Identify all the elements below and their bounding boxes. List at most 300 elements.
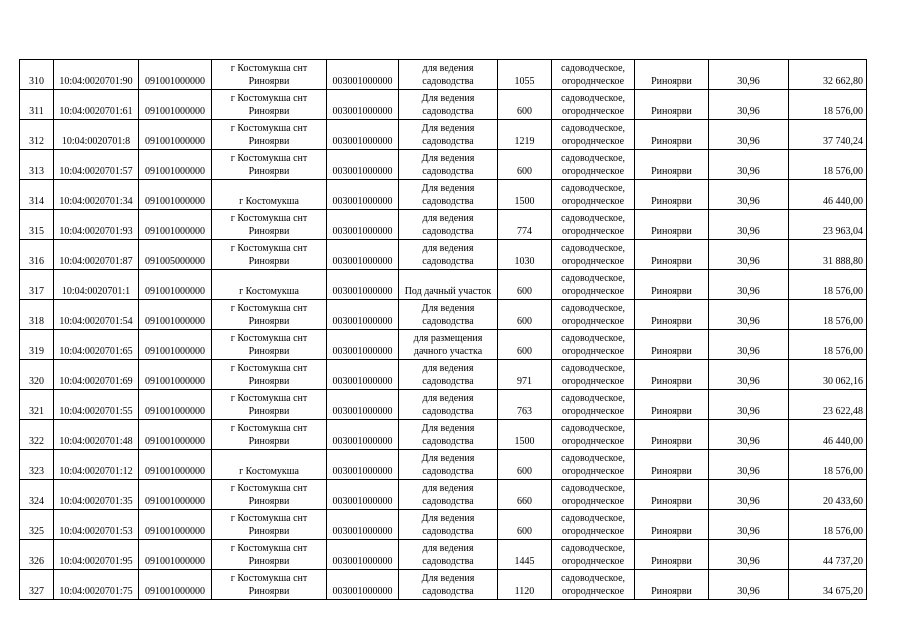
- permitted-use-cell-line: для ведения: [422, 242, 474, 254]
- rate-cell-line: 30,96: [737, 406, 760, 417]
- row-number-cell: [20, 540, 54, 570]
- row-number-cell-line: 310: [29, 76, 44, 87]
- address-cell-line: Риноярви: [248, 315, 290, 327]
- category-cell: [552, 90, 635, 120]
- okato-code-cell: [139, 240, 212, 270]
- oktmo-code-cell-line: 003001000000: [332, 136, 393, 147]
- cadastral-number-cell: [54, 330, 139, 360]
- category-cell: [552, 180, 635, 210]
- oktmo-code-cell-line: 003001000000: [332, 466, 393, 477]
- permitted-use-cell-line: садоводства: [422, 495, 474, 507]
- rate-cell-line: 30,96: [737, 136, 760, 147]
- address-cell: [212, 360, 327, 390]
- snt-name-cell: [635, 390, 709, 420]
- row-number-cell-line: 322: [29, 436, 44, 447]
- address-cell: [212, 240, 327, 270]
- area-cell-line: 600: [517, 466, 532, 477]
- cadastral-number-cell: [54, 510, 139, 540]
- cadastral-value-cell: [789, 540, 867, 570]
- table-row: [20, 210, 867, 240]
- cadastral-value-cell: [789, 330, 867, 360]
- category-cell: [552, 480, 635, 510]
- permitted-use-cell-line: Для ведения: [421, 182, 475, 194]
- cadastral-value-cell-line: 30 062,16: [823, 376, 863, 387]
- okato-code-cell: [139, 120, 212, 150]
- okato-code-cell: [139, 570, 212, 600]
- snt-name-cell-line: Риноярви: [651, 136, 692, 147]
- area-cell: [498, 510, 552, 540]
- address-cell: [212, 300, 327, 330]
- address-cell-line: г Костомукша снт: [230, 122, 308, 134]
- rate-cell: [709, 540, 789, 570]
- table-row: [20, 120, 867, 150]
- okato-code-cell-line: 091001000000: [145, 196, 205, 207]
- cadastral-value-cell-line: 44 737,20: [823, 556, 863, 567]
- address-cell-line: Риноярви: [248, 75, 290, 87]
- permitted-use-cell: [399, 510, 498, 540]
- table-row: [20, 180, 867, 210]
- land-plots-table: [19, 59, 867, 600]
- snt-name-cell: [635, 450, 709, 480]
- snt-name-cell-line: Риноярви: [651, 466, 692, 477]
- rate-cell: [709, 420, 789, 450]
- okato-code-cell: [139, 390, 212, 420]
- permitted-use-cell-line: садоводства: [422, 255, 474, 267]
- category-cell-line: огороднческое: [561, 435, 625, 447]
- permitted-use-cell-line: Для ведения: [421, 572, 475, 584]
- area-cell-line: 1500: [514, 196, 535, 207]
- category-cell-line: садоводческое,: [560, 542, 626, 554]
- okato-code-cell-line: 091005000000: [145, 256, 205, 267]
- rate-cell: [709, 90, 789, 120]
- rate-cell: [709, 510, 789, 540]
- okato-code-cell-line: 091001000000: [145, 376, 205, 387]
- permitted-use-cell: [399, 120, 498, 150]
- oktmo-code-cell: [327, 240, 399, 270]
- cadastral-number-cell: [54, 570, 139, 600]
- address-cell: [212, 450, 327, 480]
- area-cell-line: 600: [517, 166, 532, 177]
- oktmo-code-cell: [327, 90, 399, 120]
- cadastral-number-cell-line: 10:04:0020701:57: [59, 166, 133, 177]
- address-cell: [212, 90, 327, 120]
- permitted-use-cell: [399, 330, 498, 360]
- category-cell: [552, 420, 635, 450]
- address-cell-line: г Костомукша снт: [230, 422, 308, 434]
- address-cell-line: Риноярви: [248, 555, 290, 567]
- permitted-use-cell: [399, 570, 498, 600]
- oktmo-code-cell: [327, 510, 399, 540]
- cadastral-value-cell-line: 23 622,48: [823, 406, 863, 417]
- snt-name-cell: [635, 510, 709, 540]
- cadastral-number-cell: [54, 390, 139, 420]
- address-cell: [212, 120, 327, 150]
- area-cell: [498, 390, 552, 420]
- category-cell: [552, 330, 635, 360]
- oktmo-code-cell-line: 003001000000: [332, 556, 393, 567]
- row-number-cell-line: 313: [29, 166, 44, 177]
- rate-cell: [709, 390, 789, 420]
- snt-name-cell: [635, 330, 709, 360]
- cadastral-number-cell: [54, 60, 139, 90]
- row-number-cell-line: 320: [29, 376, 44, 387]
- cadastral-value-cell: [789, 240, 867, 270]
- category-cell-line: огороднческое: [561, 585, 625, 597]
- category-cell-line: садоводческое,: [560, 512, 626, 524]
- rate-cell-line: 30,96: [737, 376, 760, 387]
- category-cell: [552, 300, 635, 330]
- snt-name-cell: [635, 570, 709, 600]
- cadastral-number-cell-line: 10:04:0020701:75: [59, 586, 133, 597]
- okato-code-cell-line: 091001000000: [145, 586, 205, 597]
- snt-name-cell: [635, 270, 709, 300]
- okato-code-cell: [139, 270, 212, 300]
- address-cell-line: г Костомукша снт: [230, 482, 308, 494]
- cadastral-value-cell-line: 32 662,80: [823, 76, 863, 87]
- cadastral-number-cell: [54, 480, 139, 510]
- cadastral-number-cell: [54, 180, 139, 210]
- row-number-cell: [20, 360, 54, 390]
- address-cell: [212, 180, 327, 210]
- row-number-cell: [20, 180, 54, 210]
- address-cell-line: Риноярви: [248, 165, 290, 177]
- permitted-use-cell: [399, 270, 498, 300]
- category-cell-line: садоводческое,: [560, 62, 626, 74]
- address-cell-line: г Костомукша: [239, 286, 299, 297]
- row-number-cell-line: 317: [29, 286, 44, 297]
- category-cell-line: огороднческое: [561, 555, 625, 567]
- cadastral-number-cell: [54, 360, 139, 390]
- snt-name-cell-line: Риноярви: [651, 376, 692, 387]
- rate-cell-line: 30,96: [737, 526, 760, 537]
- oktmo-code-cell: [327, 480, 399, 510]
- category-cell: [552, 360, 635, 390]
- cadastral-number-cell-line: 10:04:0020701:61: [59, 106, 133, 117]
- address-cell-line: г Костомукша снт: [230, 242, 308, 254]
- okato-code-cell: [139, 360, 212, 390]
- permitted-use-cell-line: для размещения: [413, 332, 483, 344]
- table-row: [20, 450, 867, 480]
- snt-name-cell: [635, 360, 709, 390]
- cadastral-number-cell: [54, 120, 139, 150]
- oktmo-code-cell: [327, 570, 399, 600]
- table-row: [20, 510, 867, 540]
- category-cell-line: огороднческое: [561, 345, 625, 357]
- address-cell-line: Риноярви: [248, 105, 290, 117]
- cadastral-number-cell-line: 10:04:0020701:8: [61, 136, 131, 147]
- category-cell-line: садоводческое,: [560, 362, 626, 374]
- area-cell: [498, 300, 552, 330]
- table-row: [20, 150, 867, 180]
- area-cell: [498, 450, 552, 480]
- oktmo-code-cell: [327, 120, 399, 150]
- snt-name-cell: [635, 90, 709, 120]
- cadastral-value-cell-line: 46 440,00: [823, 196, 863, 207]
- category-cell: [552, 450, 635, 480]
- area-cell-line: 1055: [514, 76, 535, 87]
- category-cell-line: садоводческое,: [560, 182, 626, 194]
- area-cell-line: 600: [517, 316, 532, 327]
- category-cell-line: огороднческое: [561, 495, 625, 507]
- table-row: [20, 360, 867, 390]
- cadastral-number-cell-line: 10:04:0020701:1: [61, 286, 131, 297]
- okato-code-cell: [139, 330, 212, 360]
- row-number-cell: [20, 300, 54, 330]
- cadastral-number-cell: [54, 270, 139, 300]
- rate-cell-line: 30,96: [737, 106, 760, 117]
- area-cell-line: 1030: [514, 256, 535, 267]
- permitted-use-cell-line: Для ведения: [421, 152, 475, 164]
- category-cell-line: садоводческое,: [560, 422, 626, 434]
- rate-cell: [709, 480, 789, 510]
- okato-code-cell: [139, 210, 212, 240]
- area-cell-line: 763: [517, 406, 532, 417]
- row-number-cell-line: 327: [29, 586, 44, 597]
- snt-name-cell-line: Риноярви: [651, 496, 692, 507]
- permitted-use-cell-line: садоводства: [422, 555, 474, 567]
- table-row: [20, 60, 867, 90]
- snt-name-cell-line: Риноярви: [651, 526, 692, 537]
- oktmo-code-cell: [327, 300, 399, 330]
- row-number-cell-line: 323: [29, 466, 44, 477]
- permitted-use-cell-line: Для ведения: [421, 452, 475, 464]
- cadastral-number-cell: [54, 420, 139, 450]
- cadastral-value-cell-line: 46 440,00: [823, 436, 863, 447]
- cadastral-value-cell-line: 18 576,00: [823, 316, 863, 327]
- area-cell: [498, 270, 552, 300]
- oktmo-code-cell: [327, 540, 399, 570]
- cadastral-value-cell-line: 23 963,04: [823, 226, 863, 237]
- cadastral-value-cell-line: 31 888,80: [823, 256, 863, 267]
- permitted-use-cell-line: садоводства: [422, 105, 474, 117]
- address-cell-line: г Костомукша снт: [230, 362, 308, 374]
- table-body: [20, 60, 867, 600]
- row-number-cell-line: 326: [29, 556, 44, 567]
- permitted-use-cell: [399, 240, 498, 270]
- permitted-use-cell-line: Для ведения: [421, 422, 475, 434]
- permitted-use-cell-line: для ведения: [422, 212, 474, 224]
- rate-cell: [709, 270, 789, 300]
- okato-code-cell-line: 091001000000: [145, 286, 205, 297]
- rate-cell-line: 30,96: [737, 586, 760, 597]
- area-cell: [498, 480, 552, 510]
- okato-code-cell: [139, 510, 212, 540]
- cadastral-value-cell: [789, 60, 867, 90]
- snt-name-cell: [635, 540, 709, 570]
- oktmo-code-cell-line: 003001000000: [332, 406, 393, 417]
- area-cell-line: 1219: [514, 136, 535, 147]
- category-cell: [552, 390, 635, 420]
- category-cell: [552, 120, 635, 150]
- cadastral-value-cell-line: 18 576,00: [823, 526, 863, 537]
- permitted-use-cell-line: для ведения: [422, 62, 474, 74]
- okato-code-cell-line: 091001000000: [145, 556, 205, 567]
- category-cell-line: огороднческое: [561, 255, 625, 267]
- okato-code-cell-line: 091001000000: [145, 106, 205, 117]
- permitted-use-cell: [399, 540, 498, 570]
- area-cell: [498, 240, 552, 270]
- area-cell-line: 600: [517, 106, 532, 117]
- permitted-use-cell-line: Для ведения: [421, 302, 475, 314]
- category-cell-line: огороднческое: [561, 195, 625, 207]
- permitted-use-cell: [399, 60, 498, 90]
- cadastral-value-cell-line: 37 740,24: [823, 136, 863, 147]
- oktmo-code-cell-line: 003001000000: [332, 226, 393, 237]
- snt-name-cell-line: Риноярви: [651, 406, 692, 417]
- category-cell-line: садоводческое,: [560, 392, 626, 404]
- row-number-cell-line: 311: [29, 106, 44, 117]
- rate-cell-line: 30,96: [737, 76, 760, 87]
- area-cell: [498, 210, 552, 240]
- permitted-use-cell: [399, 300, 498, 330]
- row-number-cell: [20, 90, 54, 120]
- row-number-cell-line: 325: [29, 526, 44, 537]
- snt-name-cell: [635, 60, 709, 90]
- row-number-cell: [20, 330, 54, 360]
- cadastral-value-cell-line: 18 576,00: [823, 166, 863, 177]
- oktmo-code-cell-line: 003001000000: [332, 346, 393, 357]
- cadastral-number-cell-line: 10:04:0020701:95: [59, 556, 133, 567]
- snt-name-cell: [635, 420, 709, 450]
- oktmo-code-cell-line: 003001000000: [332, 106, 393, 117]
- okato-code-cell-line: 091001000000: [145, 166, 205, 177]
- cadastral-number-cell: [54, 150, 139, 180]
- row-number-cell: [20, 150, 54, 180]
- row-number-cell-line: 321: [29, 406, 44, 417]
- okato-code-cell-line: 091001000000: [145, 346, 205, 357]
- permitted-use-cell: [399, 480, 498, 510]
- category-cell-line: огороднческое: [561, 285, 625, 297]
- address-cell-line: г Костомукша снт: [230, 62, 308, 74]
- address-cell: [212, 420, 327, 450]
- rate-cell: [709, 330, 789, 360]
- okato-code-cell: [139, 60, 212, 90]
- area-cell: [498, 150, 552, 180]
- rate-cell: [709, 360, 789, 390]
- rate-cell-line: 30,96: [737, 316, 760, 327]
- row-number-cell-line: 312: [29, 136, 44, 147]
- permitted-use-cell: [399, 360, 498, 390]
- row-number-cell: [20, 450, 54, 480]
- rate-cell-line: 30,96: [737, 196, 760, 207]
- table-row: [20, 330, 867, 360]
- address-cell-line: Риноярви: [248, 435, 290, 447]
- permitted-use-cell-line: Для ведения: [421, 122, 475, 134]
- row-number-cell: [20, 60, 54, 90]
- oktmo-code-cell-line: 003001000000: [332, 316, 393, 327]
- snt-name-cell-line: Риноярви: [651, 106, 692, 117]
- permitted-use-cell-line: садоводства: [422, 465, 474, 477]
- okato-code-cell: [139, 540, 212, 570]
- category-cell-line: огороднческое: [561, 165, 625, 177]
- rate-cell-line: 30,96: [737, 256, 760, 267]
- permitted-use-cell-line: садоводства: [422, 375, 474, 387]
- snt-name-cell: [635, 180, 709, 210]
- category-cell-line: огороднческое: [561, 135, 625, 147]
- row-number-cell: [20, 480, 54, 510]
- permitted-use-cell: [399, 390, 498, 420]
- oktmo-code-cell: [327, 330, 399, 360]
- table-row: [20, 480, 867, 510]
- category-cell-line: садоводческое,: [560, 302, 626, 314]
- oktmo-code-cell-line: 003001000000: [332, 256, 393, 267]
- permitted-use-cell-line: для ведения: [422, 482, 474, 494]
- okato-code-cell: [139, 450, 212, 480]
- cadastral-number-cell: [54, 210, 139, 240]
- category-cell-line: садоводческое,: [560, 482, 626, 494]
- category-cell-line: садоводческое,: [560, 212, 626, 224]
- cadastral-value-cell-line: 18 576,00: [823, 106, 863, 117]
- cadastral-number-cell-line: 10:04:0020701:54: [59, 316, 133, 327]
- snt-name-cell-line: Риноярви: [651, 316, 692, 327]
- category-cell: [552, 150, 635, 180]
- category-cell-line: огороднческое: [561, 75, 625, 87]
- cadastral-number-cell: [54, 450, 139, 480]
- permitted-use-cell-line: Для ведения: [421, 512, 475, 524]
- permitted-use-cell-line: садоводства: [422, 435, 474, 447]
- address-cell-line: Риноярви: [248, 525, 290, 537]
- category-cell-line: огороднческое: [561, 525, 625, 537]
- area-cell-line: 600: [517, 346, 532, 357]
- cadastral-number-cell-line: 10:04:0020701:55: [59, 406, 133, 417]
- cadastral-value-cell-line: 20 433,60: [823, 496, 863, 507]
- rate-cell-line: 30,96: [737, 346, 760, 357]
- snt-name-cell: [635, 300, 709, 330]
- snt-name-cell-line: Риноярви: [651, 286, 692, 297]
- table-row: [20, 420, 867, 450]
- okato-code-cell-line: 091001000000: [145, 226, 205, 237]
- area-cell-line: 600: [517, 526, 532, 537]
- area-cell: [498, 540, 552, 570]
- cadastral-value-cell-line: 18 576,00: [823, 346, 863, 357]
- okato-code-cell: [139, 300, 212, 330]
- area-cell: [498, 90, 552, 120]
- cadastral-value-cell: [789, 570, 867, 600]
- table-row: [20, 300, 867, 330]
- snt-name-cell-line: Риноярви: [651, 226, 692, 237]
- address-cell-line: г Костомукша снт: [230, 152, 308, 164]
- permitted-use-cell-line: садоводства: [422, 75, 474, 87]
- row-number-cell: [20, 510, 54, 540]
- okato-code-cell: [139, 420, 212, 450]
- row-number-cell-line: 314: [29, 196, 44, 207]
- cadastral-value-cell-line: 18 576,00: [823, 286, 863, 297]
- okato-code-cell-line: 091001000000: [145, 316, 205, 327]
- okato-code-cell: [139, 90, 212, 120]
- category-cell: [552, 540, 635, 570]
- okato-code-cell-line: 091001000000: [145, 406, 205, 417]
- address-cell-line: Риноярви: [248, 405, 290, 417]
- category-cell-line: садоводческое,: [560, 242, 626, 254]
- category-cell: [552, 210, 635, 240]
- snt-name-cell-line: Риноярви: [651, 436, 692, 447]
- oktmo-code-cell: [327, 390, 399, 420]
- area-cell-line: 1120: [514, 586, 535, 597]
- address-cell-line: г Костомукша снт: [230, 512, 308, 524]
- cadastral-number-cell-line: 10:04:0020701:48: [59, 436, 133, 447]
- cadastral-value-cell: [789, 300, 867, 330]
- oktmo-code-cell-line: 003001000000: [332, 196, 393, 207]
- permitted-use-cell-line: садоводства: [422, 135, 474, 147]
- address-cell-line: Риноярви: [248, 135, 290, 147]
- rate-cell: [709, 120, 789, 150]
- address-cell: [212, 60, 327, 90]
- okato-code-cell-line: 091001000000: [145, 136, 205, 147]
- snt-name-cell: [635, 120, 709, 150]
- cadastral-number-cell: [54, 240, 139, 270]
- row-number-cell-line: 315: [29, 226, 44, 237]
- area-cell-line: 600: [517, 286, 532, 297]
